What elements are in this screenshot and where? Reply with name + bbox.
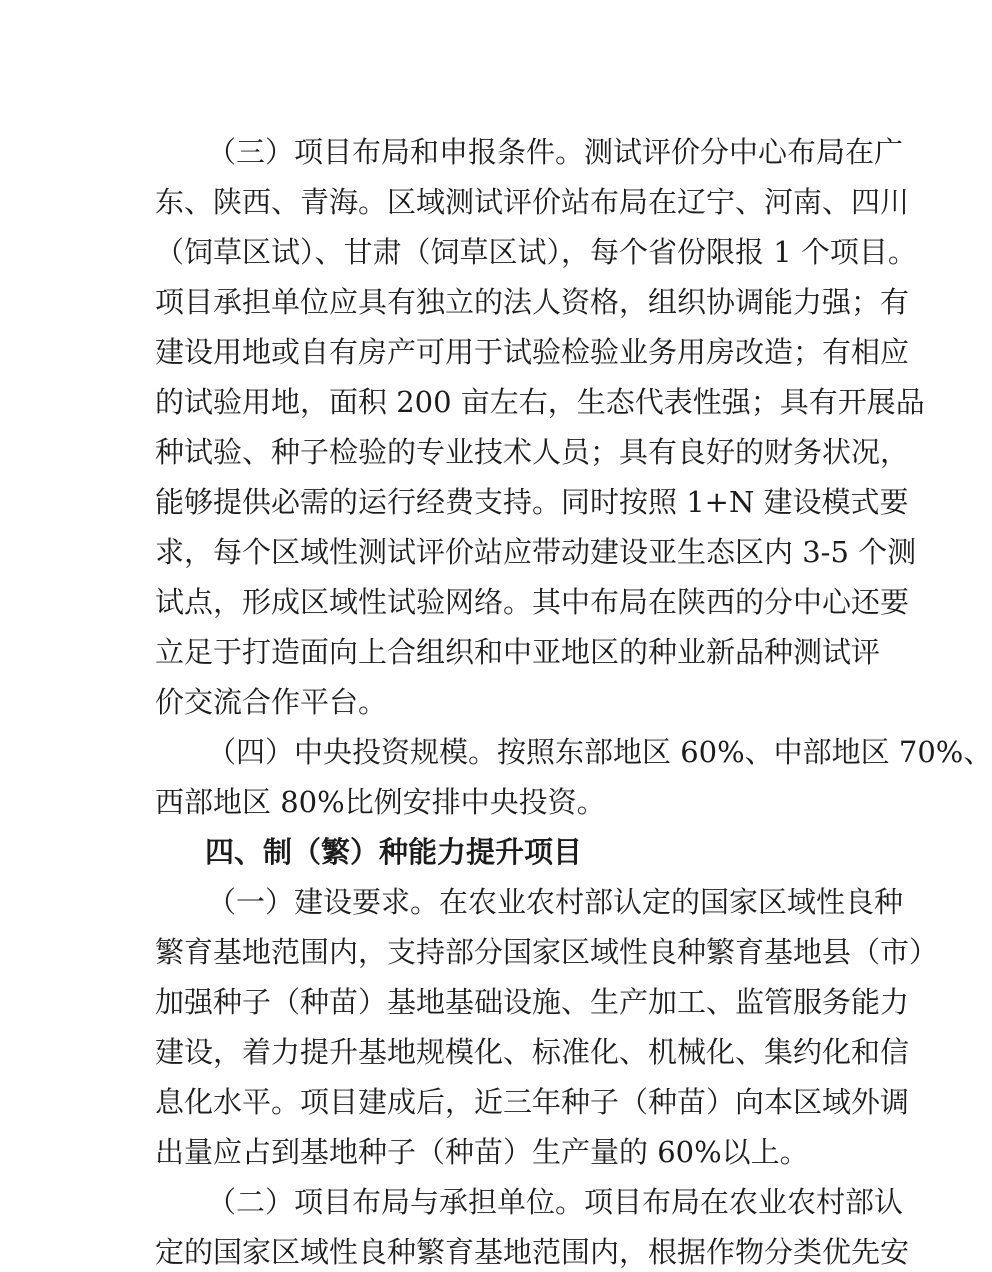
paragraph-3-line-5: 建设用地或自有房产可用于试验检验业务用房改造；有相应 [155, 335, 910, 369]
paragraph-3-line-7: 种试验、种子检验的专业技术人员；具有良好的财务状况， [155, 435, 910, 469]
paragraph-3-line-1: （三）项目布局和申报条件。测试评价分中心布局在广 [207, 135, 904, 169]
paragraph-1-line-3: 加强种子（种苗）基地基础设施、生产加工、监管服务能力 [155, 985, 910, 1019]
paragraph-3-line-3: （饲草区试）、甘肃（饲草区试），每个省份限报 1 个项目。 [155, 235, 917, 269]
paragraph-3-line-11: 立足于打造面向上合组织和中亚地区的种业新品种测试评 [155, 635, 881, 669]
paragraph-4-line-2: 西部地区 80%比例安排中央投资。 [155, 785, 606, 819]
paragraph-1-line-1: （一）建设要求。在农业农村部认定的国家区域性良种 [207, 885, 904, 919]
paragraph-3-line-9: 求，每个区域性测试评价站应带动建设亚生态区内 3-5 个测 [155, 535, 917, 569]
section-heading: 四、制（繁）种能力提升项目 [205, 835, 583, 869]
paragraph-4-line-1: （四）中央投资规模。按照东部地区 60%、中部地区 70%、 [207, 735, 992, 769]
paragraph-3-line-4: 项目承担单位应具有独立的法人资格，组织协调能力强；有 [155, 285, 910, 319]
paragraph-1-line-2: 繁育基地范围内，支持部分国家区域性良种繁育基地县（市） [155, 935, 939, 969]
paragraph-3-line-2: 东、陕西、青海。区域测试评价站布局在辽宁、河南、四川 [155, 185, 910, 219]
paragraph-3-line-6: 的试验用地，面积 200 亩左右，生态代表性强；具有开展品 [155, 385, 925, 419]
paragraph-1-line-6: 出量应占到基地种子（种苗）生产量的 60%以上。 [155, 1135, 809, 1169]
paragraph-2-line-2: 定的国家区域性良种繁育基地范围内，根据作物分类优先安 [155, 1235, 910, 1269]
paragraph-1-line-5: 息化水平。项目建成后，近三年种子（种苗）向本区域外调 [155, 1085, 910, 1119]
paragraph-3-line-12: 价交流合作平台。 [155, 685, 388, 719]
paragraph-1-line-4: 建设，着力提升基地规模化、标准化、机械化、集约化和信 [155, 1035, 910, 1069]
paragraph-3-line-10: 试点，形成区域性试验网络。其中布局在陕西的分中心还要 [155, 585, 910, 619]
paragraph-2-line-1: （二）项目布局与承担单位。项目布局在农业农村部认 [207, 1185, 904, 1219]
paragraph-3-line-8: 能够提供必需的运行经费支持。同时按照 1+N 建设模式要 [155, 485, 909, 519]
